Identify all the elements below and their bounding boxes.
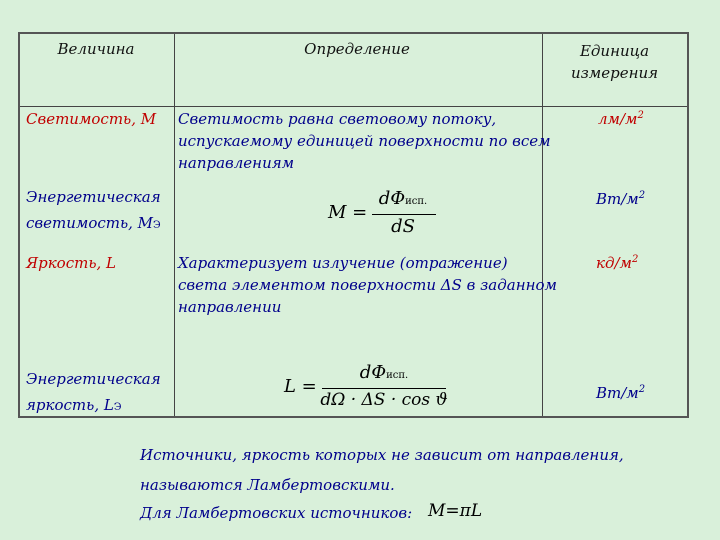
row-radiance-name-1: Энергетическая	[26, 370, 161, 388]
header-divider	[20, 106, 687, 107]
footer-line-3-label: Для Ламбертовских источников:	[140, 504, 413, 522]
formula-radiance: L = dΦисп. dΩ · ΔS · cos ϑ	[284, 362, 448, 410]
row-luminance-def-2: света элементом поверхности ΔS в заданном	[178, 276, 557, 294]
column-divider-2	[542, 34, 543, 416]
row-luminous-exitance-def-2: испускаемому единицей поверхности по всем	[178, 132, 551, 150]
header-unit-line2: измерения	[570, 64, 659, 82]
row-radiance-unit: $Вт/м^2$	[596, 384, 646, 402]
formula-radiant-exitance: M = dΦисп. dS	[328, 188, 448, 244]
column-divider-1	[174, 34, 175, 416]
footer-lambert-formula: M=πL	[428, 501, 483, 521]
row-radiant-exitance-name-1: Энергетическая	[26, 188, 161, 206]
row-luminous-exitance-def-3: направлениям	[178, 154, 295, 172]
header-unit-line1: Единица	[579, 42, 650, 60]
row-luminous-exitance-def-1: Светимость равна световому потоку,	[178, 110, 497, 128]
row-luminance-unit: $кд/м^2$	[596, 254, 639, 272]
header-quantity: Величина	[57, 40, 135, 58]
row-luminous-exitance-unit: $лм/м^2$	[598, 110, 644, 128]
row-luminance-def-3: направлении	[178, 298, 282, 316]
header-definition: Определение	[304, 40, 410, 58]
footer-line-1: Источники, яркость которых не зависит от направления,	[140, 446, 624, 464]
row-luminance-def-1: Характеризует излучение (отражение)	[178, 254, 508, 272]
row-luminous-exitance-name: Светимость, M	[26, 110, 157, 128]
row-radiant-exitance-unit: $Вт/м^2$	[596, 190, 646, 208]
row-radiance-name-2: яркость, LЭ	[26, 396, 122, 414]
footer-line-2: называются Ламбертовскими.	[140, 476, 395, 494]
row-radiant-exitance-name-2: светимость, MЭ	[26, 214, 161, 232]
row-luminance-name: Яркость, L	[26, 254, 116, 272]
